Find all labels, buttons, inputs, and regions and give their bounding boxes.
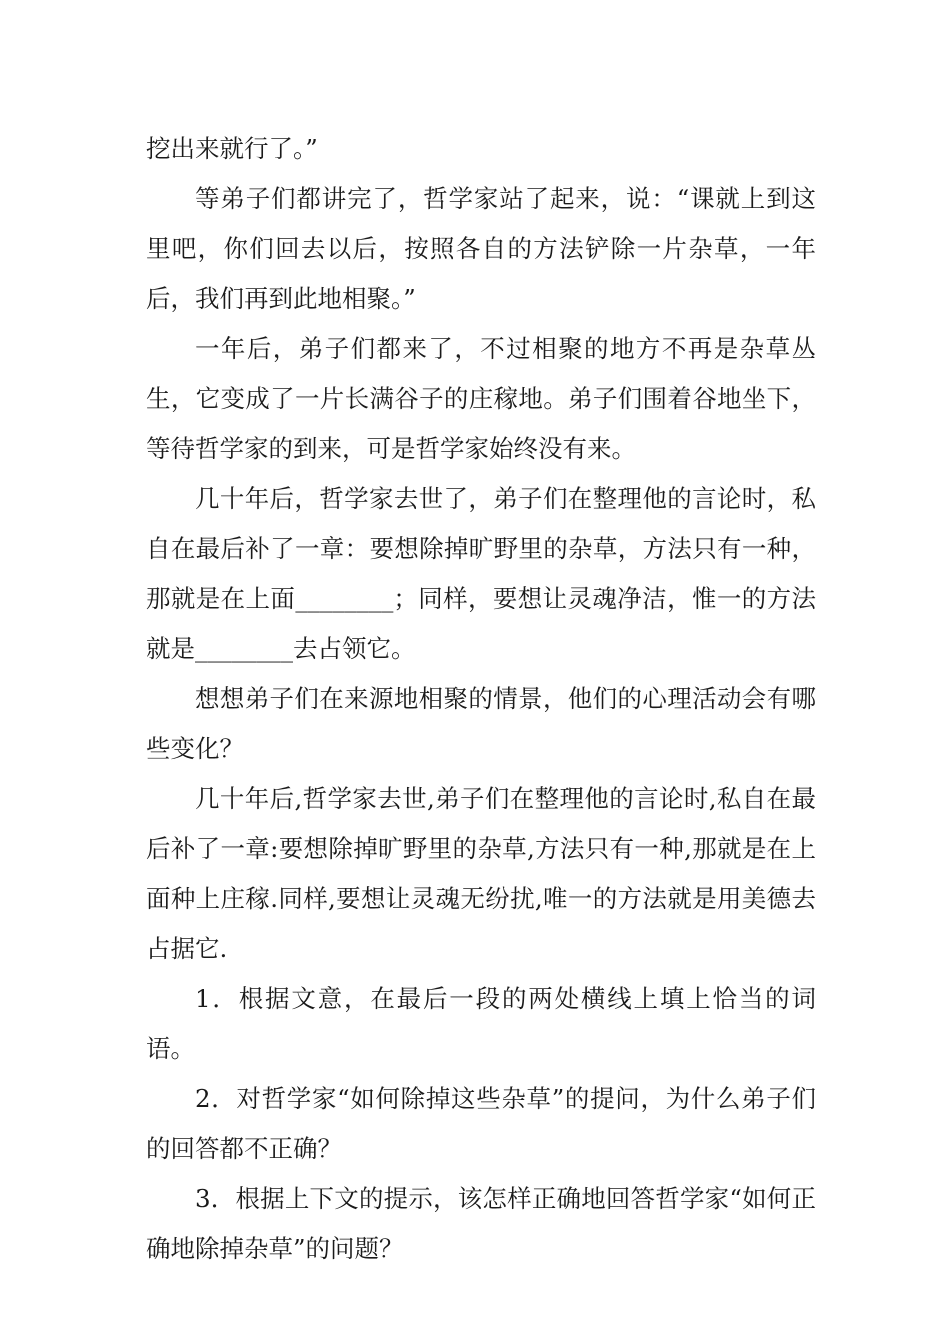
question-2: 2．对哲学家“如何除掉这些杂草”的提问，为什么弟子们的回答都不正确？ (146, 1084, 816, 1163)
paragraph-1: 挖出来就行了。” (146, 134, 318, 163)
paragraph-2: 等弟子们都讲完了，哲学家站了起来，说：“课就上到这里吧，你们回去以后，按照各自的方法铲除一片杂草，一年后，我们再到此地相聚。” (146, 184, 816, 313)
paragraph-4: 几十年后，哲学家去世了，弟子们在整理他的言论时，私自在最后补了一章：要想除掉旷野里的杂草，方法只有一种，那就是在上面________；同样，要想让灵魂净洁，惟一的方法就是________去占领它。 (146, 484, 816, 663)
paragraph-6: 几十年后,哲学家去世,弟子们在整理他的言论时,私自在最后补了一章:要想除掉旷野里的杂草,方法只有一种,那就是在上面种上庄稼.同样,要想让灵魂无纷扰,唯一的方法就是用美德去占据它. (146, 784, 816, 963)
paragraph-5: 想想弟子们在来源地相聚的情景，他们的心理活动会有哪些变化？ (146, 684, 816, 763)
question-3: 3．根据上下文的提示，该怎样正确地回答哲学家“如何正确地除掉杂草”的问题？ (146, 1184, 816, 1263)
paragraph-3: 一年后，弟子们都来了，不过相聚的地方不再是杂草丛生，它变成了一片长满谷子的庄稼地。弟子们围着谷地坐下，等待哲学家的到来，可是哲学家始终没有来。 (146, 334, 816, 463)
document-page (146, 124, 816, 1274)
question-1: 1．根据文意，在最后一段的两处横线上填上恰当的词语。 (146, 984, 816, 1063)
